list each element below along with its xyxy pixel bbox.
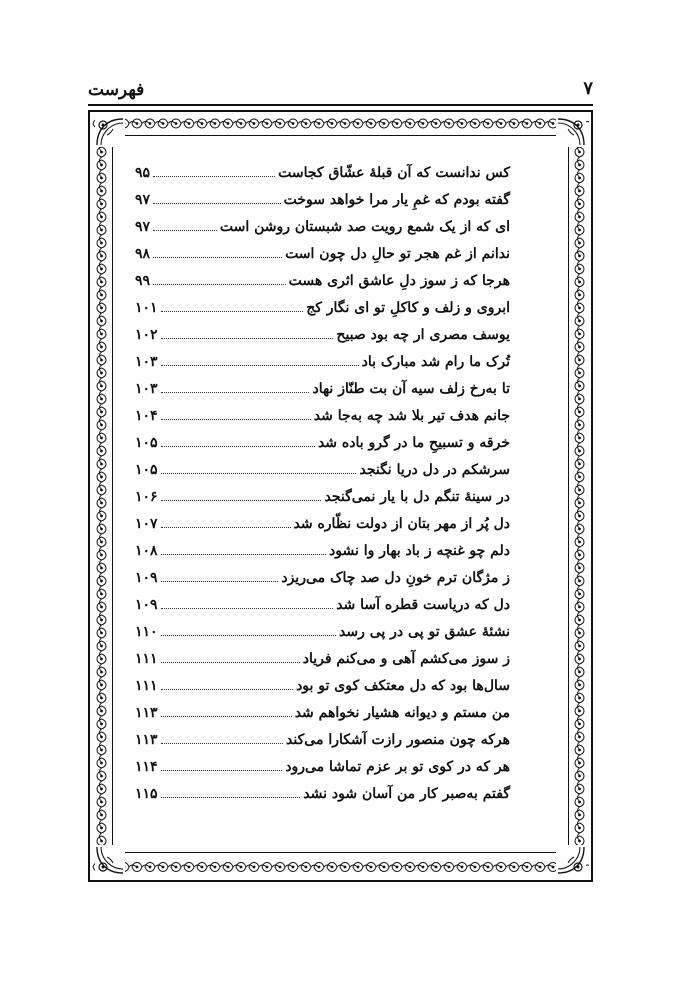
toc-entry-page: ۱۰۴: [135, 408, 158, 424]
dot-leader: [161, 499, 322, 501]
toc-entry: [135, 209, 510, 236]
dot-leader: [161, 769, 283, 771]
toc-entry: [135, 749, 510, 776]
toc-entry: [135, 560, 510, 587]
toc-entry-title: سال‌ها بود که دل معتکف کوی تو بود: [296, 678, 510, 694]
dot-leader: [161, 607, 334, 609]
ornament-pattern: [92, 114, 589, 133]
toc-entry: [135, 641, 510, 668]
corner-ornament-bottom-left: [93, 843, 127, 877]
toc-entry: [135, 317, 510, 344]
table-of-contents: [135, 155, 510, 803]
toc-entry: [135, 695, 510, 722]
toc-entry: [135, 371, 510, 398]
toc-entry: [135, 668, 510, 695]
toc-entry-title: در سینهٔ تنگم دل با یار نمی‌گنجد: [324, 489, 510, 505]
toc-entry-title: خرقه و تسبیحِ ما در گرو باده شد: [317, 435, 510, 451]
toc-entry-page: ۱۰۶: [135, 489, 158, 505]
toc-entry-page: ۱۱۴: [135, 759, 158, 775]
dot-leader: [161, 526, 291, 528]
toc-entry-page: ۱۱۰: [135, 624, 158, 640]
toc-entry: [135, 398, 510, 425]
dot-leader: [153, 175, 275, 177]
toc-entry-page: ۱۰۳: [135, 354, 158, 370]
page-header: [88, 76, 593, 104]
ornament-pattern: [570, 133, 589, 855]
toc-entry-page: ۱۰۹: [135, 597, 158, 613]
dot-leader: [153, 229, 217, 231]
toc-entry-page: ۹۸: [135, 246, 151, 262]
dot-leader: [161, 445, 315, 447]
dot-leader: [161, 310, 304, 312]
running-title: فهرست: [88, 80, 145, 100]
dot-leader: [153, 256, 282, 258]
toc-entry-title: یوسف مصری ار چه بود صبیح: [336, 327, 510, 343]
header-rule: [88, 104, 593, 106]
toc-entry-title: سرشکم در دل دریا نگنجد: [359, 462, 510, 478]
toc-entry-title: دل پُر از مهر بتان از دولت نظّاره شد: [293, 516, 510, 532]
corner-ornament-top-right: [554, 115, 588, 149]
toc-entry: [135, 182, 510, 209]
toc-entry: [135, 452, 510, 479]
corner-flourish: [554, 843, 588, 877]
toc-entry: [135, 155, 510, 182]
toc-entry: [135, 533, 510, 560]
toc-entry-page: ۱۰۱: [135, 300, 158, 316]
toc-entry-title: ز سوز می‌کشم آهی و می‌کنم فریاد: [302, 651, 510, 667]
toc-entry-page: ۹۷: [135, 219, 151, 235]
toc-entry-title: تا به‌رخ زلف سیه آن بت طنّاز نهاد: [312, 381, 510, 397]
corner-flourish: [554, 115, 588, 149]
toc-entry-page: ۱۰۲: [135, 327, 158, 343]
toc-entry: [135, 722, 510, 749]
toc-entry-title: دل که دریاست قطره آسا شد: [336, 597, 510, 613]
toc-entry-title: تُرک ما رام شد مبارک باد: [361, 354, 510, 370]
dot-leader: [161, 364, 359, 366]
toc-entry: [135, 290, 510, 317]
toc-entry-title: جانم هدف تیر بلا شد چه به‌جا شد: [313, 408, 510, 424]
dot-leader: [161, 661, 300, 663]
dot-leader: [161, 715, 292, 717]
toc-entry-title: ندانم از غم هجر تو حالِ دل چون است: [285, 246, 510, 262]
toc-entry-title: گفتم به‌صبر کار من آسان شود نشد: [303, 786, 510, 802]
toc-entry-title: دلم چو غنچه ز باد بهار وا نشود: [329, 543, 510, 559]
dot-leader: [161, 634, 336, 636]
toc-entry-title: هرجا که ز سوز دلِ عاشق اثری هست: [288, 273, 510, 289]
ornament-pattern: [92, 855, 589, 879]
toc-entry-page: ۹۵: [135, 165, 151, 181]
toc-entry-title: ابروی و زلف و کاکلِ تو ای نگار کج: [306, 300, 510, 316]
dot-leader: [161, 391, 310, 393]
toc-entry-title: ز مژگان ترم خونِ دل صد چاک می‌ریزد: [281, 570, 510, 586]
toc-entry: [135, 614, 510, 641]
dot-leader: [161, 472, 357, 474]
corner-ornament-top-left: [93, 115, 127, 149]
toc-entry: [135, 587, 510, 614]
toc-entry: [135, 776, 510, 803]
toc-entry-title: گفته بودم که غمِ یار مرا خواهد سوخت: [283, 192, 510, 208]
toc-entry-title: من مستم و دیوانه هشیار نخواهم شد: [294, 705, 510, 721]
toc-entry-page: ۱۱۵: [135, 786, 158, 802]
dot-leader: [161, 337, 334, 339]
toc-entry-title: هرکه چون منصور رازت آشکارا می‌کند: [286, 732, 510, 748]
toc-entry-page: ۱۰۳: [135, 381, 158, 397]
toc-entry: [135, 479, 510, 506]
toc-entry-page: ۱۱۱: [135, 678, 158, 694]
toc-entry: [135, 236, 510, 263]
toc-entry: [135, 425, 510, 452]
toc-entry-page: ۱۱۳: [135, 705, 158, 721]
page-number: ۷: [583, 78, 593, 99]
toc-entry-page: ۱۰۷: [135, 516, 158, 532]
dot-leader: [153, 202, 281, 204]
toc-entry: [135, 263, 510, 290]
toc-entry-page: ۱۰۵: [135, 462, 158, 478]
dot-leader: [161, 553, 326, 555]
toc-entry-title: هر که در کوی تو بر عزم تماشا می‌رود: [285, 759, 510, 775]
toc-entry-page: ۱۱۳: [135, 732, 158, 748]
corner-ornament-bottom-right: [554, 843, 588, 877]
toc-entry-title: ای که از یک شمع رویت صد شبستان روشن است: [219, 219, 510, 235]
dot-leader: [161, 742, 283, 744]
dot-leader: [161, 580, 279, 582]
toc-entry: [135, 506, 510, 533]
toc-entry-page: ۹۷: [135, 192, 151, 208]
dot-leader: [153, 283, 286, 285]
ornament-pattern: [92, 133, 111, 855]
toc-entry-page: ۱۰۸: [135, 543, 158, 559]
ornament-band-right: [570, 133, 589, 855]
toc-entry-page: ۹۹: [135, 273, 151, 289]
toc-entry-title: کس ندانست که آن قبلهٔ عشّاق کجاست: [278, 165, 510, 181]
dot-leader: [161, 688, 294, 690]
toc-entry-page: ۱۱۱: [135, 651, 158, 667]
toc-entry-page: ۱۰۹: [135, 570, 158, 586]
toc-entry-title: نشئهٔ عشق تو پی در پی رسد: [339, 624, 510, 640]
dot-leader: [161, 796, 301, 798]
corner-flourish: [93, 115, 127, 149]
toc-entry: [135, 344, 510, 371]
toc-entry-page: ۱۰۵: [135, 435, 158, 451]
corner-flourish: [93, 843, 127, 877]
dot-leader: [161, 418, 311, 420]
ornament-band-bottom: [92, 855, 589, 879]
ornament-band-top: [92, 114, 589, 133]
ornament-band-left: [92, 133, 111, 855]
